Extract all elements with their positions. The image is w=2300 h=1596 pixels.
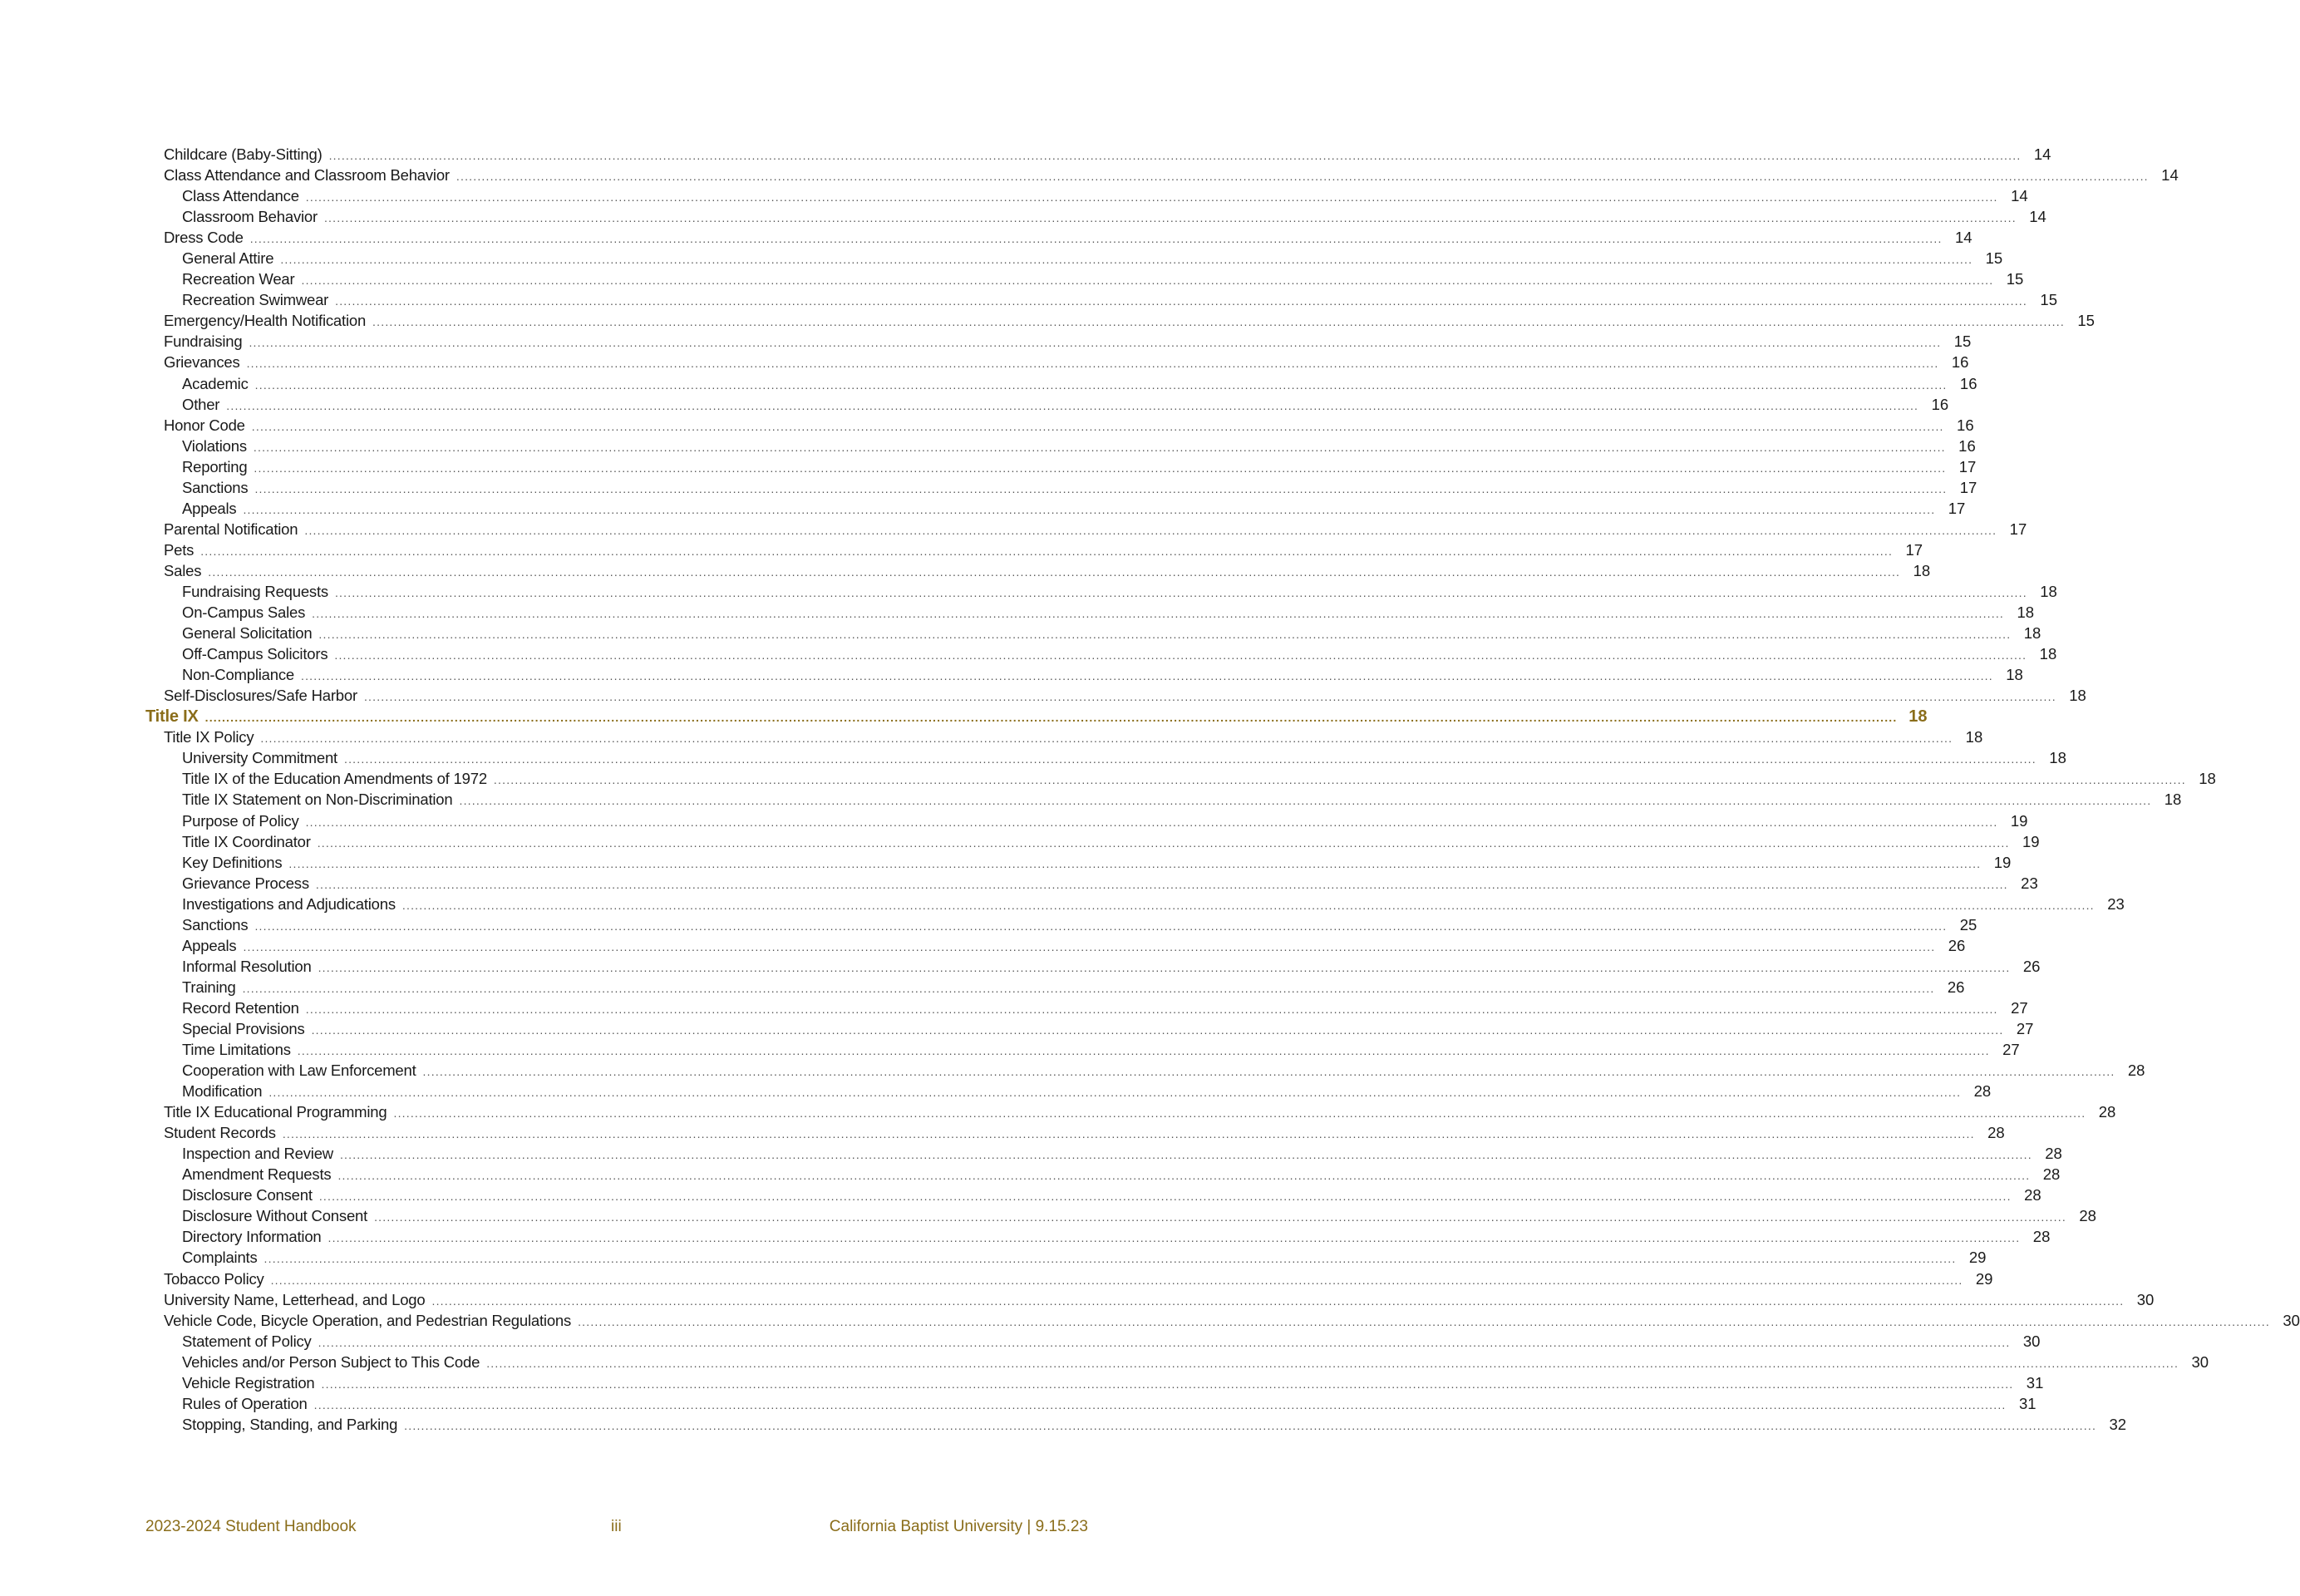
toc-entry-label: Training (182, 978, 236, 996)
toc-entry-label: Off-Campus Solicitors (182, 645, 328, 663)
toc-entry-page: 16 (1958, 436, 1976, 455)
toc-dot-leader: ................................................................................................................................................................................................................................................................................................................................................................................................................ (246, 357, 1939, 371)
toc-entry-page: 18 (1908, 707, 1928, 727)
toc-dot-leader: ................................................................................................................................................................................................................................................................................................................................................................................................................ (334, 648, 2027, 663)
toc-entry-label: Non-Compliance (182, 666, 294, 684)
toc-entry[interactable] (145, 791, 2182, 811)
toc-entry-page: 28 (2024, 1186, 2041, 1204)
toc-entry-page: 17 (1958, 457, 1977, 475)
toc-entry[interactable] (145, 478, 1977, 500)
toc-entry-label: Title IX (145, 707, 199, 727)
toc-entry-label: Sales (164, 561, 202, 579)
toc-dot-leader: ................................................................................................................................................................................................................................................................................................................................................................................................................ (208, 564, 1901, 579)
toc-dot-leader: ................................................................................................................................................................................................................................................................................................................................................................................................................ (254, 919, 1948, 933)
toc-entry[interactable] (145, 520, 2027, 541)
toc-entry-page: 28 (2045, 1145, 2062, 1163)
toc-dot-leader: ................................................................................................................................................................................................................................................................................................................................................................................................................ (363, 690, 2056, 704)
footer-university-date: California Baptist University | 9.15.23 (829, 1518, 1088, 1535)
toc-dot-leader: ................................................................................................................................................................................................................................................................................................................................................................................................................ (300, 669, 1993, 683)
toc-entry-page: 16 (1957, 416, 1974, 434)
toc-dot-leader: ................................................................................................................................................................................................................................................................................................................................................................................................................ (243, 939, 1936, 953)
toc-entry-page: 18 (1965, 728, 1983, 746)
toc-entry-page: 28 (2042, 1165, 2061, 1184)
toc-entry[interactable] (145, 894, 2125, 916)
toc-dot-leader: ................................................................................................................................................................................................................................................................................................................................................................................................................ (249, 232, 1943, 246)
toc-entry-page: 14 (2011, 187, 2028, 205)
toc-dot-leader: ................................................................................................................................................................................................................................................................................................................................................................................................................ (318, 628, 2012, 642)
toc-entry-page: 26 (2022, 957, 2041, 975)
toc-entry[interactable] (145, 1394, 2037, 1416)
toc-entry[interactable] (145, 582, 2057, 603)
toc-entry-label: Grievance Process (182, 874, 309, 892)
toc-entry-page: 27 (2011, 998, 2028, 1017)
toc-entry-label: Title IX Coordinator (182, 832, 311, 850)
toc-dot-leader: ................................................................................................................................................................................................................................................................................................................................................................................................................ (254, 481, 1948, 495)
toc-entry-page: 30 (2191, 1352, 2209, 1371)
toc-entry-label: Disclosure Without Consent (182, 1207, 368, 1225)
toc-entry-page: 25 (1959, 915, 1977, 933)
toc-entry-page: 28 (2098, 1103, 2116, 1121)
toc-entry-page: 28 (2032, 1228, 2051, 1246)
toc-entry[interactable] (145, 332, 1972, 353)
toc-dot-leader: ................................................................................................................................................................................................................................................................................................................................................................................................................ (311, 1022, 2004, 1037)
toc-entry[interactable] (145, 1124, 2005, 1145)
toc-dot-leader: ................................................................................................................................................................................................................................................................................................................................................................................................................ (242, 981, 1935, 995)
toc-entry-page: 29 (1968, 1249, 1987, 1267)
toc-entry-label: Student Records (164, 1124, 276, 1142)
toc-entry[interactable] (145, 1311, 2300, 1332)
toc-entry-page: 15 (2077, 312, 2095, 330)
toc-dot-leader: ................................................................................................................................................................................................................................................................................................................................................................................................................ (268, 1086, 1962, 1100)
toc-entry-label: Stopping, Standing, and Parking (182, 1415, 398, 1433)
toc-dot-leader: ................................................................................................................................................................................................................................................................................................................................................................................................................ (312, 607, 2005, 621)
toc-dot-leader: ................................................................................................................................................................................................................................................................................................................................................................................................................ (305, 190, 1998, 204)
toc-dot-leader: ................................................................................................................................................................................................................................................................................................................................................................................................................ (280, 253, 1973, 267)
toc-entry-page: 18 (2039, 645, 2057, 663)
toc-entry[interactable] (145, 915, 1977, 937)
table-of-contents (145, 145, 2300, 1436)
toc-entry-label: University Name, Letterhead, and Logo (164, 1290, 426, 1308)
toc-entry-page: 15 (2006, 270, 2024, 288)
toc-entry[interactable] (145, 270, 2024, 291)
toc-dot-leader: ................................................................................................................................................................................................................................................................................................................................................................................................................ (339, 1148, 2032, 1162)
toc-entry-label: Key Definitions (182, 853, 283, 871)
toc-entry[interactable] (145, 1186, 2041, 1207)
toc-entry[interactable] (145, 312, 2095, 332)
toc-entry-label: Classroom Behavior (182, 208, 318, 226)
toc-entry[interactable] (145, 1207, 2096, 1228)
toc-dot-leader: ................................................................................................................................................................................................................................................................................................................................................................................................................ (323, 211, 2017, 225)
toc-dot-leader: ................................................................................................................................................................................................................................................................................................................................................................................................................ (226, 398, 1919, 412)
toc-entry[interactable] (145, 187, 2028, 208)
toc-entry-page: 15 (1953, 332, 1972, 351)
toc-entry[interactable] (145, 1290, 2155, 1312)
toc-dot-leader: ................................................................................................................................................................................................................................................................................................................................................................................................................ (328, 149, 2022, 162)
toc-entry-label: Investigations and Adjudications (182, 894, 396, 913)
toc-entry[interactable] (145, 395, 1949, 416)
toc-dot-leader: ................................................................................................................................................................................................................................................................................................................................................................................................................ (374, 1210, 2066, 1224)
toc-entry-page: 28 (1973, 1082, 1992, 1101)
toc-entry-page: 18 (1913, 561, 1931, 579)
toc-entry-label: Appeals (182, 499, 237, 517)
toc-entry-page: 19 (2022, 832, 2040, 850)
toc-entry[interactable] (145, 499, 1966, 520)
toc-entry[interactable] (145, 811, 2028, 833)
toc-dot-leader: ................................................................................................................................................................................................................................................................................................................................................................................................................ (344, 752, 2037, 766)
toc-entry[interactable] (145, 1249, 1987, 1269)
toc-entry-page: 19 (2010, 811, 2028, 830)
toc-entry-label: General Solicitation (182, 624, 313, 643)
toc-entry-label: Title IX Educational Programming (164, 1103, 387, 1121)
toc-dot-leader: ................................................................................................................................................................................................................................................................................................................................................................................................................ (321, 1377, 2014, 1391)
toc-dot-leader: ................................................................................................................................................................................................................................................................................................................................................................................................................ (254, 461, 1947, 475)
toc-entry-label: University Commitment (182, 749, 337, 767)
toc-dot-leader: ................................................................................................................................................................................................................................................................................................................................................................................................................ (305, 1002, 1998, 1016)
toc-entry[interactable] (145, 936, 1966, 958)
toc-dot-leader: ................................................................................................................................................................................................................................................................................................................................................................................................................ (251, 419, 1944, 433)
toc-entry[interactable] (145, 166, 2179, 187)
toc-dot-leader: ................................................................................................................................................................................................................................................................................................................................................................................................................ (301, 273, 1994, 288)
footer-handbook-title: 2023-2024 Student Handbook (145, 1518, 357, 1535)
toc-dot-leader: ................................................................................................................................................................................................................................................................................................................................................................................................................ (318, 960, 2011, 974)
toc-entry-label: Vehicles and/or Person Subject to This Code (182, 1352, 480, 1371)
toc-entry-page: 23 (2021, 874, 2038, 892)
toc-entry[interactable] (145, 416, 1974, 437)
toc-entry[interactable] (145, 353, 1969, 374)
toc-entry-label: Inspection and Review (182, 1145, 333, 1163)
toc-entry-label: Vehicle Registration (182, 1373, 315, 1392)
toc-entry[interactable] (145, 1332, 2041, 1353)
toc-entry-page: 18 (2006, 666, 2023, 684)
toc-entry-page: 27 (2002, 1041, 2020, 1059)
toc-entry-label: Pets (164, 540, 195, 559)
toc-entry[interactable] (145, 998, 2028, 1020)
toc-dot-leader: ................................................................................................................................................................................................................................................................................................................................................................................................................ (431, 1293, 2125, 1308)
toc-entry-label: Cooperation with Law Enforcement (182, 1062, 416, 1080)
toc-entry-page: 31 (2018, 1394, 2037, 1412)
toc-entry[interactable] (145, 687, 2086, 707)
toc-entry[interactable] (145, 666, 2023, 687)
toc-entry[interactable] (145, 249, 2003, 270)
toc-entry-label: Recreation Wear (182, 270, 295, 288)
toc-entry[interactable] (145, 1269, 1993, 1291)
toc-entry-label: Fundraising Requests (182, 582, 328, 600)
toc-dot-leader: ................................................................................................................................................................................................................................................................................................................................................................................................................ (393, 1106, 2086, 1121)
toc-entry-label: General Attire (182, 249, 274, 268)
toc-entry-page: 14 (2033, 145, 2051, 163)
toc-dot-leader: ................................................................................................................................................................................................................................................................................................................................................................................................................ (404, 1418, 2097, 1432)
toc-entry-page: 14 (2161, 166, 2179, 185)
toc-entry-label: Sanctions (182, 915, 249, 933)
toc-dot-leader: ................................................................................................................................................................................................................................................................................................................................................................................................................ (422, 1065, 2115, 1079)
toc-entry[interactable] (145, 1415, 2127, 1436)
toc-entry-page: 17 (1905, 540, 1923, 559)
toc-entry[interactable] (145, 874, 2038, 895)
toc-entry-label: Dress Code (164, 229, 244, 247)
toc-entry[interactable] (145, 1352, 2209, 1374)
toc-dot-leader: ................................................................................................................................................................................................................................................................................................................................................................................................................ (254, 377, 1948, 392)
toc-entry[interactable] (145, 957, 2041, 978)
toc-dot-leader: ................................................................................................................................................................................................................................................................................................................................................................................................................ (493, 773, 2186, 787)
toc-entry[interactable] (145, 1165, 2061, 1186)
toc-entry[interactable] (145, 624, 2041, 645)
toc-entry-label: Honor Code (164, 416, 245, 434)
toc-entry-label: Purpose of Policy (182, 811, 299, 830)
toc-entry-label: Parental Notification (164, 520, 298, 538)
toc-dot-leader: ................................................................................................................................................................................................................................................................................................................................................................................................................ (372, 315, 2065, 329)
toc-entry-page: 30 (2283, 1311, 2300, 1329)
toc-entry-page: 18 (2023, 624, 2041, 643)
toc-entry-page: 32 (2109, 1415, 2127, 1433)
toc-entry[interactable] (145, 540, 1923, 562)
toc-entry[interactable] (145, 1062, 2145, 1082)
toc-entry-page: 31 (2026, 1373, 2044, 1392)
toc-entry-page: 18 (2049, 749, 2066, 767)
toc-entry[interactable] (145, 770, 2216, 791)
toc-entry[interactable] (145, 645, 2057, 666)
toc-entry[interactable] (145, 457, 1977, 479)
toc-dot-leader: ................................................................................................................................................................................................................................................................................................................................................................................................................ (318, 1335, 2011, 1349)
toc-entry[interactable] (145, 1041, 2020, 1062)
toc-entry-label: Reporting (182, 457, 248, 475)
toc-dot-leader: ................................................................................................................................................................................................................................................................................................................................................................................................................ (288, 856, 1982, 870)
toc-dot-leader: ................................................................................................................................................................................................................................................................................................................................................................................................................ (328, 1231, 2021, 1245)
footer-page-number: iii (611, 1518, 622, 1535)
toc-entry-label: Sanctions (182, 478, 249, 496)
toc-dot-leader: ................................................................................................................................................................................................................................................................................................................................................................................................................ (200, 544, 1894, 558)
toc-entry[interactable] (145, 145, 2051, 166)
toc-entry-page: 17 (1948, 499, 1966, 517)
toc-entry-page: 18 (2069, 687, 2086, 705)
toc-dot-leader: ................................................................................................................................................................................................................................................................................................................................................................................................................ (318, 1190, 2012, 1204)
toc-section-heading[interactable] (145, 707, 1928, 728)
toc-entry[interactable] (145, 561, 1931, 583)
toc-entry-page: 17 (1959, 478, 1977, 496)
toc-entry[interactable] (145, 1019, 2034, 1041)
toc-dot-leader: ................................................................................................................................................................................................................................................................................................................................................................................................................ (304, 523, 1997, 537)
toc-entry-page: 30 (2136, 1290, 2155, 1308)
toc-entry-page: 16 (1959, 374, 1977, 392)
toc-entry-page: 18 (2164, 791, 2182, 809)
toc-entry[interactable] (145, 853, 2012, 874)
toc-entry[interactable] (145, 749, 2066, 770)
toc-entry[interactable] (145, 1373, 2044, 1395)
toc-entry-label: Record Retention (182, 998, 299, 1017)
toc-dot-leader: ................................................................................................................................................................................................................................................................................................................................................................................................................ (313, 1397, 2007, 1411)
toc-entry[interactable] (145, 374, 1977, 396)
toc-entry-label: Tobacco Policy (164, 1269, 264, 1288)
toc-entry[interactable] (145, 1145, 2062, 1165)
toc-dot-leader: ................................................................................................................................................................................................................................................................................................................................................................................................................ (297, 1044, 1990, 1058)
toc-dot-leader: ................................................................................................................................................................................................................................................................................................................................................................................................................ (243, 502, 1936, 516)
toc-entry-label: Violations (182, 436, 247, 455)
toc-entry-page: 28 (2127, 1062, 2145, 1080)
toc-entry-label: Title IX Statement on Non-Discrimination (182, 791, 453, 809)
toc-entry-label: Statement of Policy (182, 1332, 312, 1350)
toc-dot-leader: ................................................................................................................................................................................................................................................................................................................................................................................................................ (317, 835, 2010, 850)
toc-dot-leader: ................................................................................................................................................................................................................................................................................................................................................................................................................ (456, 170, 2149, 184)
toc-entry-page: 19 (1993, 853, 2012, 871)
toc-entry-label: Academic (182, 374, 249, 392)
toc-dot-leader: ................................................................................................................................................................................................................................................................................................................................................................................................................ (204, 711, 1898, 725)
toc-entry-label: Grievances (164, 353, 240, 372)
toc-entry-label: Appeals (182, 936, 237, 954)
toc-entry-page: 18 (2199, 770, 2216, 788)
toc-dot-leader: ................................................................................................................................................................................................................................................................................................................................................................................................................ (334, 585, 2027, 599)
toc-entry-page: 28 (1987, 1124, 2005, 1142)
toc-entry-page: 18 (2040, 582, 2057, 600)
toc-entry-label: Rules of Operation (182, 1394, 308, 1412)
toc-dot-leader: ................................................................................................................................................................................................................................................................................................................................................................................................................ (263, 1252, 1957, 1266)
toc-dot-leader: ................................................................................................................................................................................................................................................................................................................................................................................................................ (270, 1273, 1963, 1287)
toc-entry-label: On-Campus Sales (182, 603, 306, 622)
toc-dot-leader: ................................................................................................................................................................................................................................................................................................................................................................................................................ (459, 794, 2152, 808)
toc-entry[interactable] (145, 978, 1965, 999)
toc-entry[interactable] (145, 229, 1972, 249)
toc-dot-leader: ................................................................................................................................................................................................................................................................................................................................................................................................................ (486, 1356, 2179, 1370)
toc-entry-page: 26 (1947, 978, 1965, 996)
toc-entry-page: 28 (2079, 1207, 2096, 1225)
toc-dot-leader: ................................................................................................................................................................................................................................................................................................................................................................................................................ (249, 336, 1942, 350)
toc-entry-label: Other (182, 395, 220, 413)
toc-entry-page: 23 (2107, 894, 2125, 913)
toc-entry-page: 14 (2029, 208, 2046, 226)
toc-entry-label: Disclosure Consent (182, 1186, 313, 1204)
toc-entry-page: 14 (1954, 229, 1972, 247)
toc-dot-leader: ................................................................................................................................................................................................................................................................................................................................................................................................................ (282, 1127, 1975, 1141)
toc-entry-label: Title IX of the Education Amendments of 1972 (182, 770, 487, 788)
toc-entry-label: Class Attendance (182, 187, 299, 205)
toc-entry-page: 15 (2040, 291, 2057, 309)
toc-entry-label: Self-Disclosures/Safe Harbor (164, 687, 357, 705)
toc-dot-leader: ................................................................................................................................................................................................................................................................................................................................................................................................................ (305, 815, 1998, 829)
toc-entry-label: Special Provisions (182, 1019, 305, 1037)
toc-dot-leader: ................................................................................................................................................................................................................................................................................................................................................................................................................ (253, 440, 1946, 454)
toc-entry-label: Recreation Swimwear (182, 291, 329, 309)
toc-entry-label: Vehicle Code, Bicycle Operation, and Pedestrian Regulations (164, 1311, 572, 1329)
toc-entry-label: Childcare (Baby-Sitting) (164, 145, 323, 163)
toc-entry[interactable] (145, 603, 2035, 624)
toc-entry-label: Amendment Requests (182, 1165, 332, 1184)
toc-entry-page: 16 (1951, 353, 1969, 372)
toc-dot-leader: ................................................................................................................................................................................................................................................................................................................................................................................................................ (401, 898, 2095, 912)
toc-entry-page: 27 (2016, 1019, 2034, 1037)
toc-entry[interactable] (145, 436, 1976, 458)
toc-entry-page: 26 (1948, 936, 1966, 954)
toc-entry-label: Emergency/Health Notification (164, 312, 367, 330)
toc-entry-label: Class Attendance and Classroom Behavior (164, 166, 450, 185)
toc-entry-label: Title IX Policy (164, 728, 254, 746)
toc-entry[interactable] (145, 291, 2057, 312)
toc-entry[interactable] (145, 208, 2046, 229)
toc-dot-leader: ................................................................................................................................................................................................................................................................................................................................................................................................................ (260, 732, 1953, 746)
toc-entry-page: 29 (1975, 1269, 1993, 1288)
toc-entry[interactable] (145, 832, 2040, 854)
toc-entry-page: 17 (2009, 520, 2027, 538)
toc-entry-page: 16 (1931, 395, 1949, 413)
toc-entry-page: 18 (2017, 603, 2035, 622)
toc-dot-leader: ................................................................................................................................................................................................................................................................................................................................................................................................................ (337, 1169, 2031, 1183)
toc-entry-page: 15 (1985, 249, 2003, 268)
toc-entry-label: Time Limitations (182, 1041, 291, 1059)
toc-entry[interactable] (145, 1082, 1992, 1103)
toc-entry-label: Modification (182, 1082, 263, 1101)
toc-entry[interactable] (145, 1228, 2051, 1249)
toc-dot-leader: ................................................................................................................................................................................................................................................................................................................................................................................................................ (335, 294, 2027, 308)
toc-entry-label: Complaints (182, 1249, 258, 1267)
toc-dot-leader: ................................................................................................................................................................................................................................................................................................................................................................................................................ (578, 1314, 2270, 1328)
toc-entry[interactable] (145, 1103, 2116, 1124)
toc-entry-label: Directory Information (182, 1228, 322, 1246)
toc-entry[interactable] (145, 728, 1983, 749)
toc-entry-page: 30 (2022, 1332, 2041, 1350)
toc-entry-label: Informal Resolution (182, 957, 312, 975)
toc-dot-leader: ................................................................................................................................................................................................................................................................................................................................................................................................................ (315, 877, 2008, 891)
toc-entry-label: Fundraising (164, 332, 243, 351)
